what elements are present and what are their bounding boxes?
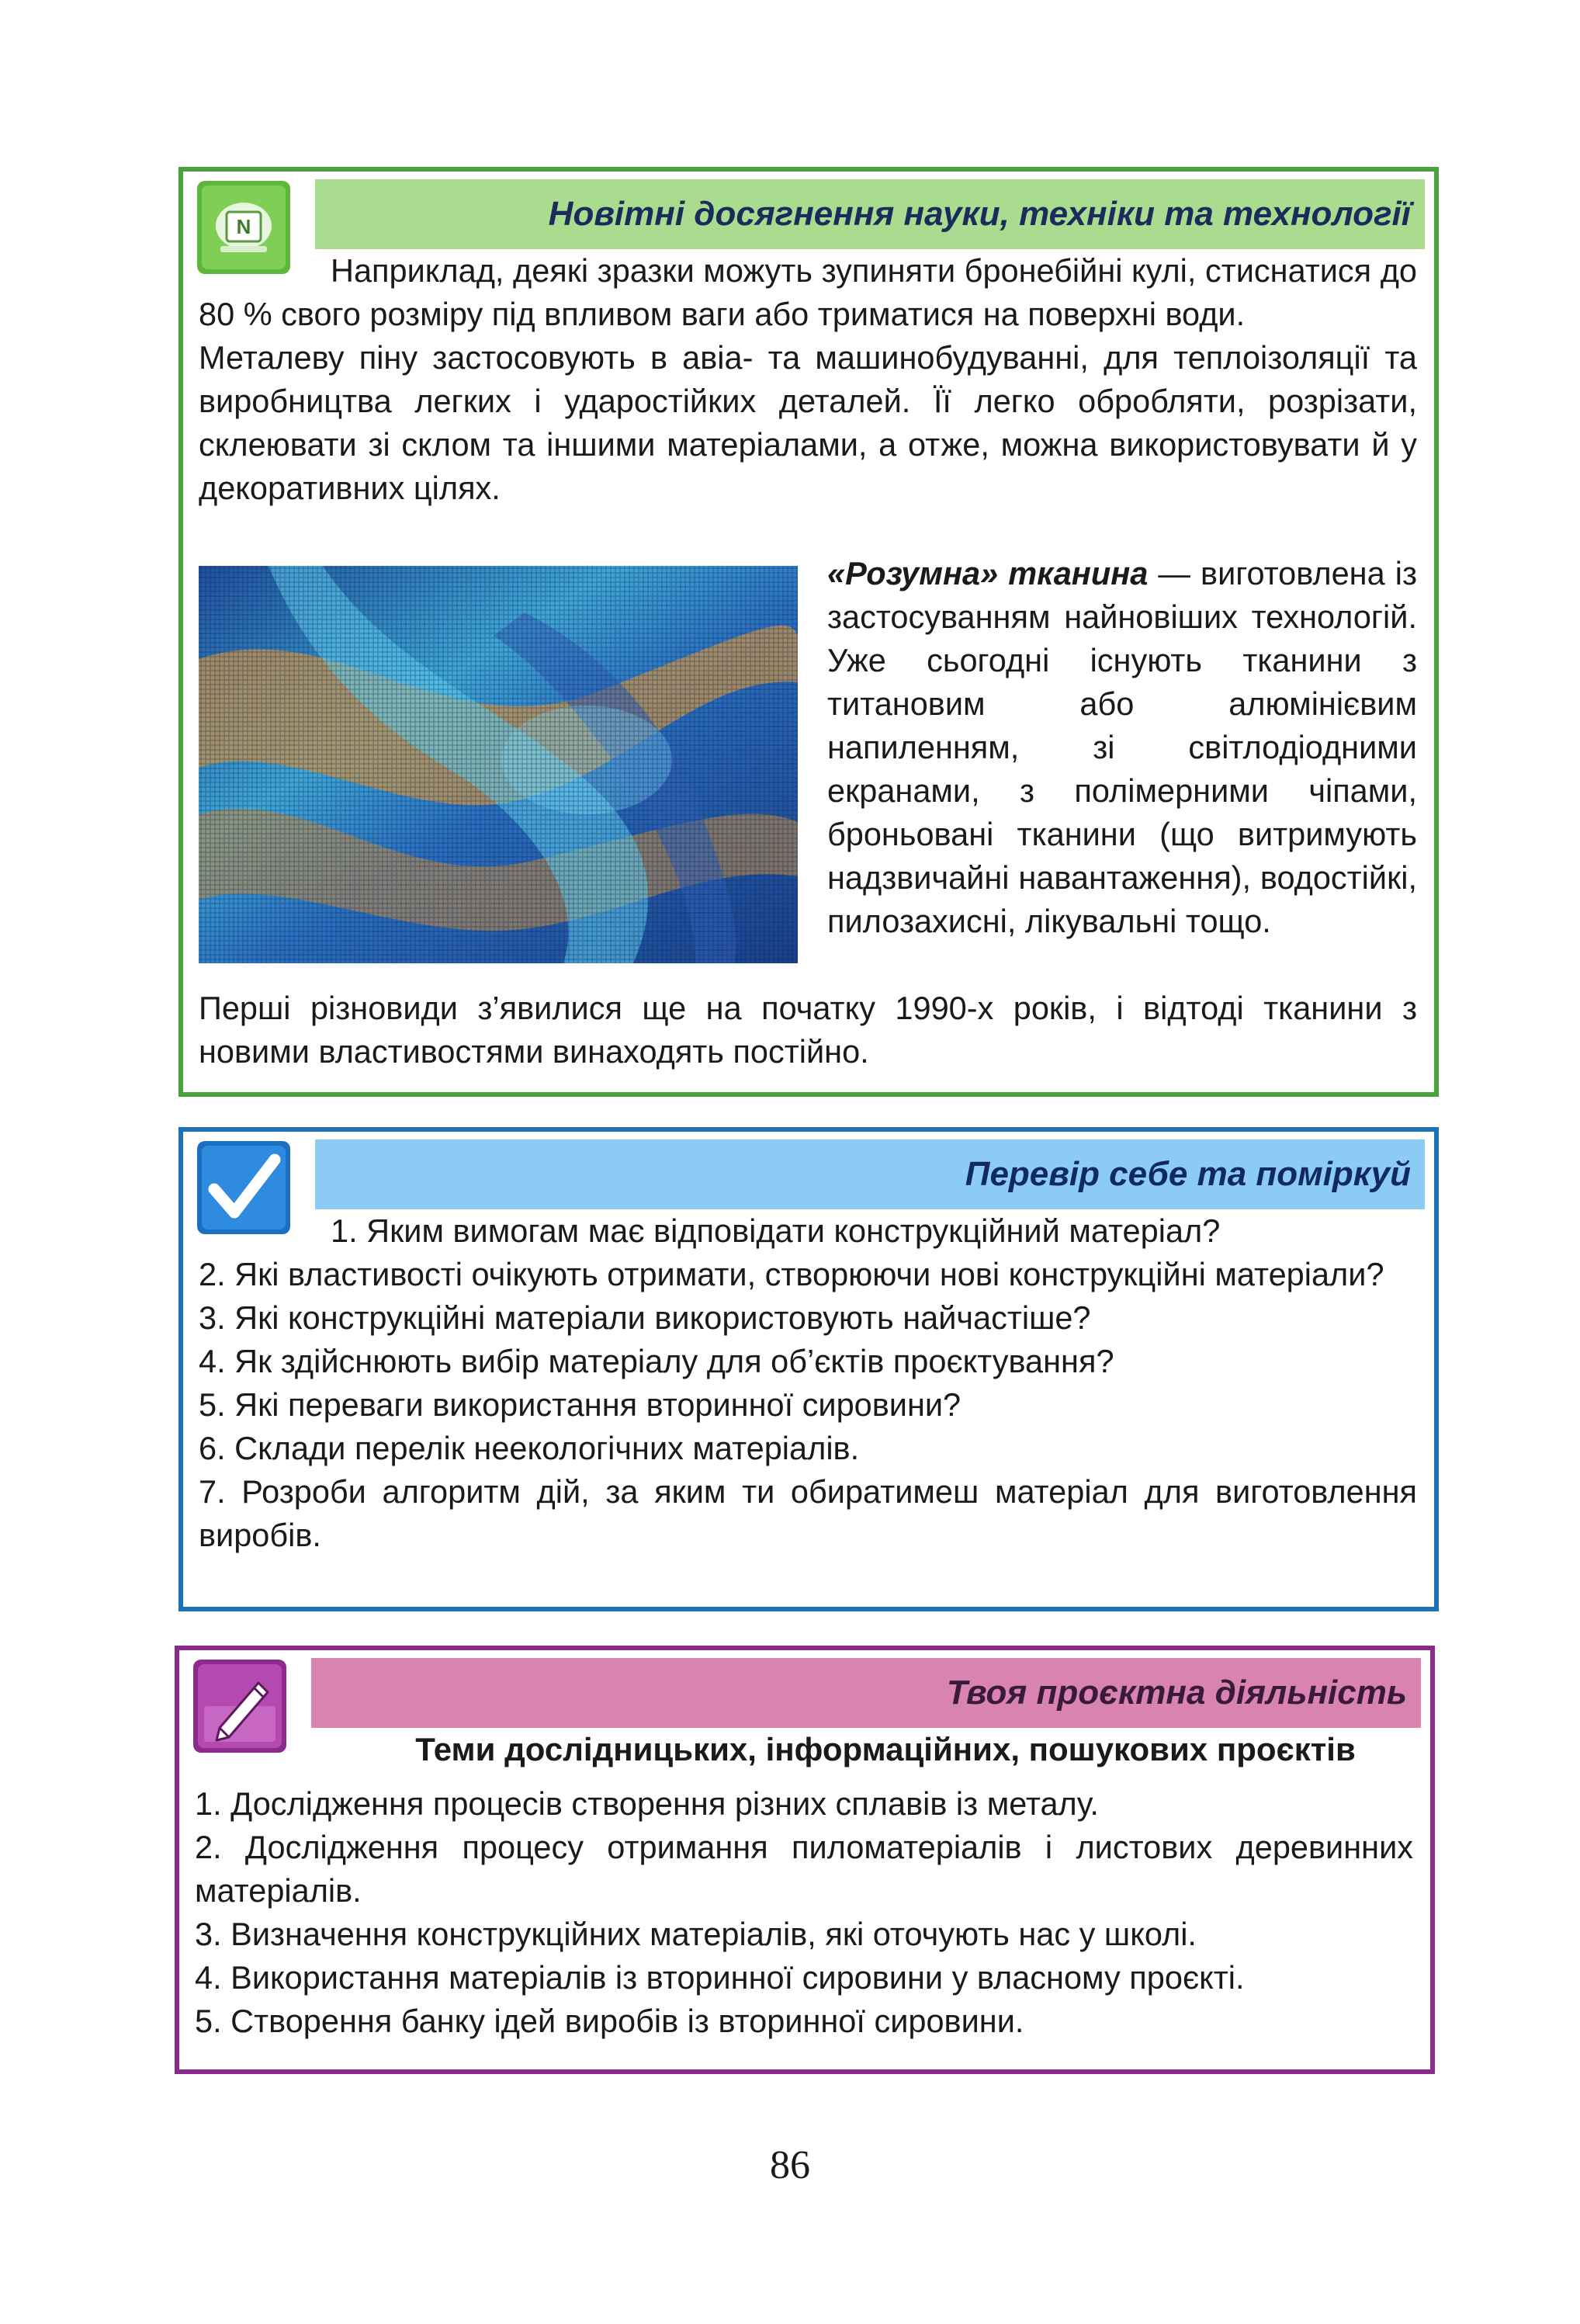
list-item: 5. Створення банку ідей виробів із вторинної сировини.: [195, 2003, 1024, 2039]
science-news-section: [178, 167, 1439, 1097]
svg-text:N: N: [236, 215, 251, 238]
project-activity-section: [175, 1646, 1435, 2074]
list-item: 6. Склади перелік неекологічних матеріалів.: [199, 1430, 860, 1466]
section-title: Твоя проєктна діяльність: [311, 1658, 1421, 1728]
list-item: 3. Які конструкційні матеріали використовують найчастіше?: [199, 1299, 1091, 1336]
fabric-photo: [199, 566, 798, 963]
list-item: 7. Розроби алгоритм дій, за яким ти обиратимеш матеріал для виготовлення виробів.: [199, 1473, 1417, 1553]
smart-fabric-text: [827, 552, 1417, 943]
list-item: 2. Які властивості очікують отримати, створюючи нові конструкційні матеріали?: [199, 1256, 1384, 1292]
paragraph-text: — виготовлена із застосуванням найновіших технологій. Уже сьогодні існують тканини з титановим або алюмінієвим напиленням, зі світлодіодними екранами, з полімерними чіпами, броньовані тканини (що витримують надзвичайні навантаження), водостійкі, пилозахисні, лікувальні тощо.: [827, 555, 1417, 939]
list-item: 4. Як здійснюють вибір матеріалу для об’єктів проєктування?: [199, 1343, 1114, 1379]
paragraph: [827, 552, 1417, 943]
topic-list: [195, 1782, 1413, 2043]
closing-text: [199, 987, 1417, 1074]
paragraph: Металеву піну застосовують в авіа- та машинобудуванні, для теплоізоляції та виробництва легких і ударостійких деталей. Її легко обробляти, розрізати, склеювати зі склом та іншими матеріалами, а отже, можна використовувати й у декоративних цілях.: [199, 339, 1417, 506]
page-number: 86: [770, 2143, 810, 2187]
list-item: 5. Які переваги використання вторинної сировини?: [199, 1386, 962, 1423]
list-item: 2. Дослідження процесу отримання пиломатеріалів і листових деревинних матеріалів.: [195, 1829, 1413, 1909]
pencil-icon: [193, 1660, 286, 1753]
section-subtitle: Теми дослідницьких, інформаційних, пошукових проєктів: [415, 1731, 1356, 1767]
section-title: Перевір себе та поміркуй: [315, 1139, 1425, 1209]
question-list: [199, 1209, 1417, 1557]
self-check-section: [178, 1127, 1439, 1611]
intro-text: [199, 249, 1417, 510]
paragraph: Перші різновиди з’явилися ще на початку 1990-х років, і відтоді тканини з новими властивостями винаходять постійно.: [199, 990, 1417, 1070]
section-title: Новітні досягнення науки, техніки та технології: [315, 179, 1425, 249]
list-item: 1. Яким вимогам має відповідати конструкційний матеріал?: [331, 1212, 1221, 1249]
emphasis: «Розумна» тканина: [827, 555, 1149, 591]
list-item: 3. Визначення конструкційних матеріалів, які оточують нас у школі.: [195, 1916, 1197, 1952]
paragraph: Наприклад, деякі зразки можуть зупиняти бронебійні кулі, стиснатися до 80 % свого розміру під впливом ваги або триматися на поверхні води.: [199, 252, 1417, 332]
list-item: 1. Дослідження процесів створення різних сплавів із металу.: [195, 1785, 1099, 1822]
list-item: 4. Використання матеріалів із вторинної сировини у власному проєкті.: [195, 1959, 1245, 1996]
